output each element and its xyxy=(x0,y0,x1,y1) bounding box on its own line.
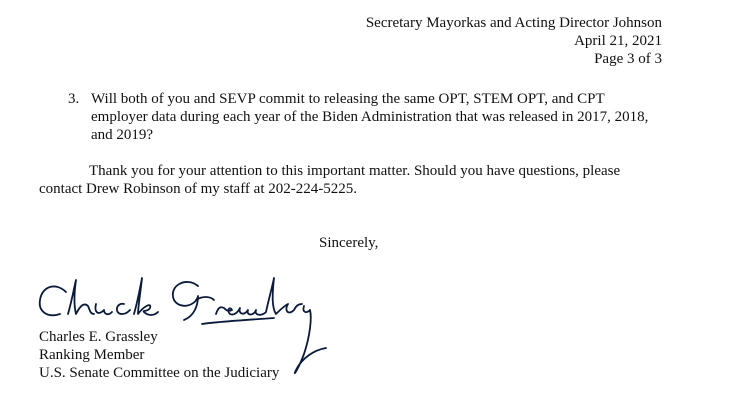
thanks-line-2: contact Drew Robinson of my staff at 202-224-5225. xyxy=(39,181,357,197)
thanks-line-1: Thank you for your attention to this important matter. Should you have questions, please xyxy=(89,163,621,179)
thanks-paragraph xyxy=(39,162,679,198)
question-item-3 xyxy=(68,90,668,144)
closing-salutation: Sincerely, xyxy=(319,235,379,251)
signer-title: Ranking Member xyxy=(39,347,145,363)
letter-header xyxy=(366,14,662,68)
question-number: 3. xyxy=(68,91,80,107)
signer-committee: U.S. Senate Committee on the Judiciary xyxy=(39,365,280,381)
header-recipients: Secretary Mayorkas and Acting Director Johnson xyxy=(365,15,662,31)
header-date: April 21, 2021 xyxy=(574,33,662,49)
header-page-number: Page 3 of 3 xyxy=(594,51,662,67)
signer-name: Charles E. Grassley xyxy=(39,329,158,345)
question-text: Will both of you and SEVP commit to releasing the same OPT, STEM OPT, and CPT employer data during each year of the Biden Administration that was released in 2017, 2018, and 2019? xyxy=(91,91,649,143)
signer-block xyxy=(39,328,279,382)
